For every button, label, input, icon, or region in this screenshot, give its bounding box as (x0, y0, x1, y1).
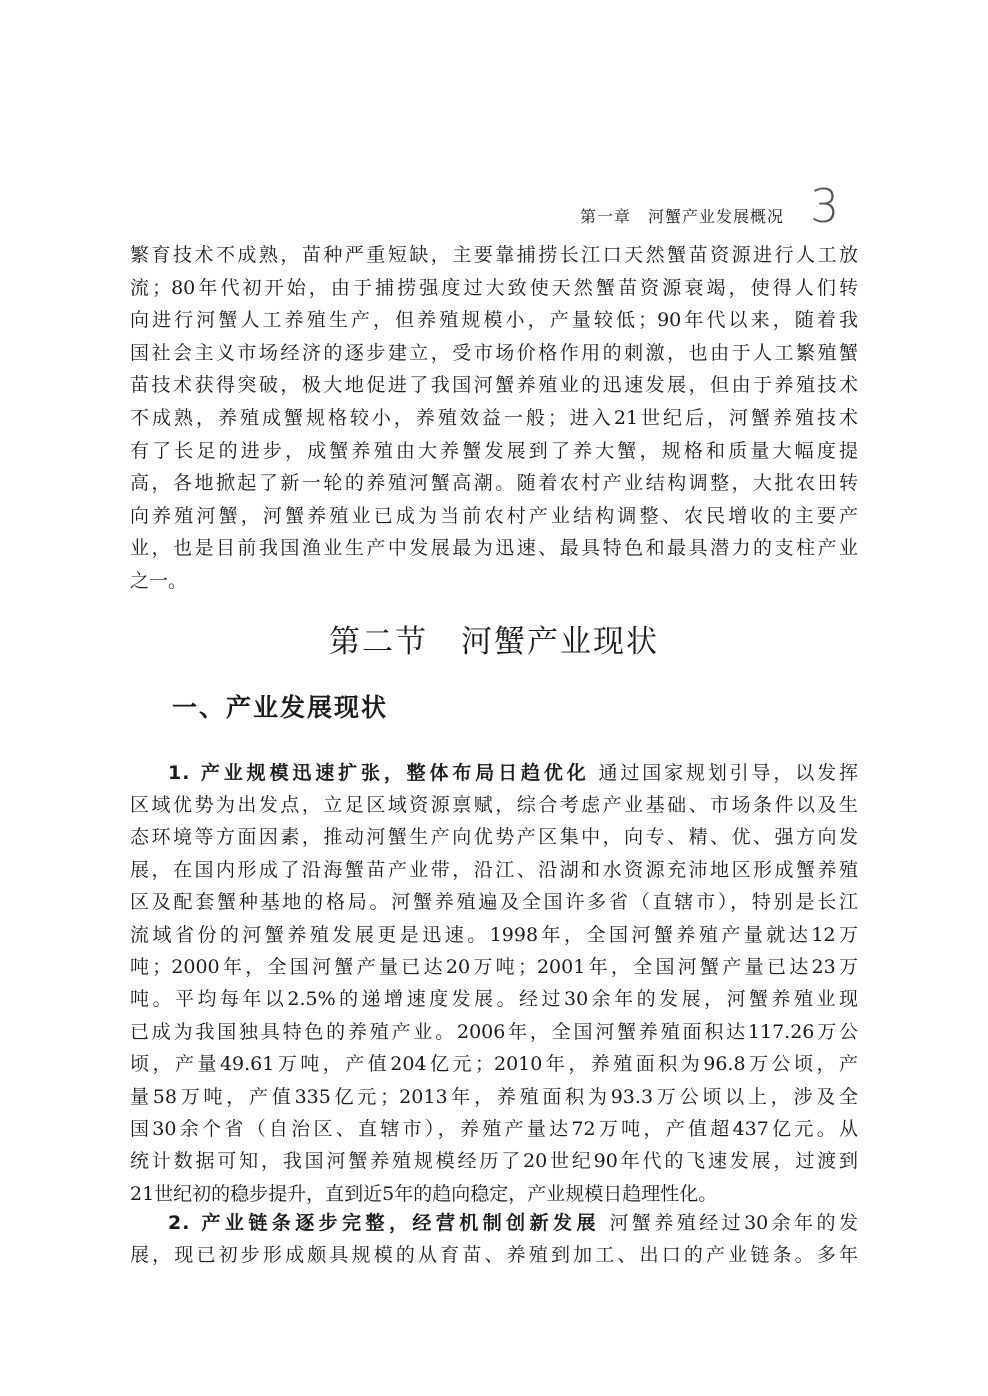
paragraph-heading: 2. 产业链条逐步完整，经营机制创新发展 (168, 1212, 600, 1234)
text-line: 吨；2000年，全国河蟹产量已达20万吨；2001年，全国河蟹产量已达23万 (130, 956, 858, 978)
text-line: 吨。平均每年以2.5%的递增速度发展。经过30余年的发展，河蟹养殖业现 (130, 988, 858, 1011)
text-line: 之一。 (130, 570, 188, 592)
paragraph-heading: 1. 产业规模迅速扩张，整体布局日趋优化 (168, 762, 590, 784)
text-line: 高，各地掀起了新一轮的养殖河蟹高潮。随着农村产业结构调整，大批农田转 (130, 472, 858, 495)
text-line: 态环境等方面因素，推动河蟹生产向优势产区集中，向专、精、优、强方向发 (130, 826, 858, 849)
paragraph-first-line (168, 760, 858, 786)
text-line: 繁育技术不成熟，苗种严重短缺，主要靠捕捞长江口天然蟹苗资源进行人工放 (130, 244, 858, 266)
text-line: 流域省份的河蟹养殖发展更是迅速。1998年，全国河蟹养殖产量就达12万 (130, 923, 858, 946)
text-line: 向养殖河蟹，河蟹养殖业已成为当前农村产业结构调整、农民增收的主要产 (130, 504, 858, 527)
subsection-title: 一、产业发展现状 (172, 693, 389, 722)
text-line: 顷，产量49.61万吨，产值204亿元；2010年，养殖面积为96.8万公顷，产 (130, 1053, 858, 1076)
text-line: 国社会主义市场经济的逐步建立，受市场价格作用的刺激，也由于人工繁殖蟹 (130, 341, 858, 364)
text-line: 流；80年代初开始，由于捕捞强度过大致使天然蟹苗资源衰竭，使得人们转 (130, 276, 858, 299)
section-title: 第二节 河蟹产业现状 (329, 624, 659, 660)
text-line: 统计数据可知，我国河蟹养殖规模经历了20世纪90年代的飞速发展，过渡到 (130, 1150, 858, 1173)
text-line: 不成熟，养殖成蟹规格较小，养殖效益一般；进入21世纪后，河蟹养殖技术 (130, 407, 858, 429)
page-number: 3 (810, 179, 840, 233)
text-line: 展，现已初步形成颇具规模的从育苗、养殖到加工、出口的产业链条。多年 (130, 1244, 858, 1266)
text-line: 区及配套蟹种基地的格局。河蟹养殖遍及全国许多省（直辖市），特别是长江 (130, 891, 858, 914)
text-line: 业，也是目前我国渔业生产中发展最为迅速、最具特色和最具潜力的支柱产业 (130, 537, 858, 560)
text-line: 区域优势为出发点，立足区域资源禀赋，综合考虑产业基础、市场条件以及生 (130, 794, 858, 816)
text-line: 有了长足的进步，成蟹养殖由大养蟹发展到了养大蟹，规格和质量大幅度提 (130, 439, 858, 462)
paragraph-text: 河蟹养殖经过30余年的发 (609, 1212, 858, 1234)
text-line: 苗技术获得突破，极大地促进了我国河蟹养殖业的迅速发展，但由于养殖技术 (130, 374, 858, 397)
text-line: 国30余个省（自治区、直辖市），养殖产量达72万吨，产值超437亿元。从 (130, 1118, 858, 1140)
text-line: 已成为我国独具特色的养殖产业。2006年，全国河蟹养殖面积达117.26万公 (130, 1020, 858, 1043)
chapter-title: 第一章 河蟹产业发展概况 (580, 207, 785, 226)
paragraph-first-line (168, 1210, 858, 1236)
running-head (560, 178, 860, 234)
text-line: 量58万吨，产值335亿元；2013年，养殖面积为93.3万公顷以上，涉及全 (130, 1085, 858, 1108)
text-line: 展，在国内形成了沿海蟹苗产业带，沿江、沿湖和水资源充沛地区形成蟹养殖 (130, 858, 858, 881)
paragraph-text: 通过国家规划引导，以发挥 (598, 762, 858, 784)
text-line: 向进行河蟹人工养殖生产，但养殖规模小，产量较低；90年代以来，随着我 (130, 309, 858, 332)
text-line: 21世纪初的稳步提升，直到近5年的趋向稳定，产业规模日趋理性化。 (130, 1182, 718, 1205)
